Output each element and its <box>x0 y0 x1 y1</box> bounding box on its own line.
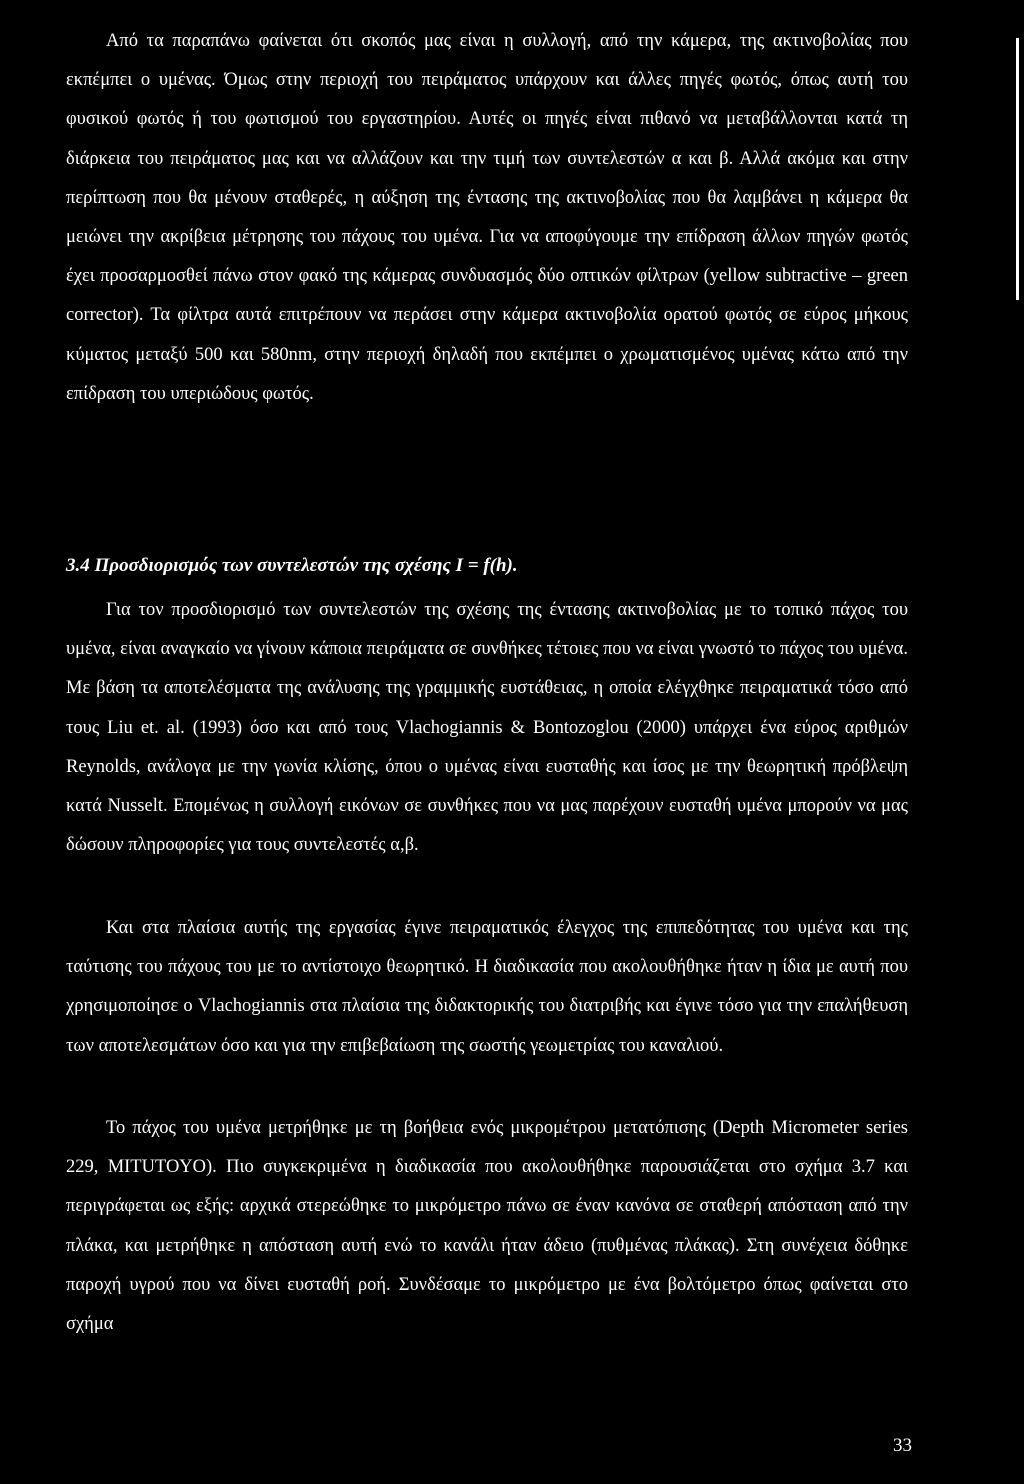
margin-rule <box>1016 38 1019 300</box>
page-number: 33 <box>893 1435 912 1456</box>
section-heading: 3.4 Προσδιορισμός των συντελεστών της σχέσης I = f(h). <box>66 555 518 576</box>
paragraph-validation: Και στα πλαίσια αυτής της εργασίας έγινε πειραματικός έλεγχος της επιπεδότητας του υμένα και της ταύτισης του πάχους του με το αντίστοιχο θεωρητικό. Η διαδικασία που ακολουθήθηκε ήταν η ίδια με αυτή που χρησιμοποίησε ο Vlachogiannis στα πλαίσια της διδακτορικής του διατριβής και έγινε τόσο για την επαλήθευση των αποτελεσμάτων όσο και για την επιβεβαίωση της σωστής γεωμετρίας του καναλιού. <box>66 918 908 1056</box>
paragraph-coefficients: Για τον προσδιορισμό των συντελεστών της σχέσης της έντασης ακτινοβολίας με το τοπικό πάχος του υμένα, είναι αναγκαίο να γίνουν κάποια πειράματα σε συνθήκες τέτοιες που να είναι γνωστό το πάχος του υμένα. Με βάση τα αποτελέσματα της ανάλυσης της γραμμικής ευστάθειας, η οποία ελέγχθηκε πειραματικά τόσο από τους Liu et. al. (1993) όσο και από τους Vlachogiannis & Bontozoglou (2000) υπάρχει ένα εύρος αριθμών Reynolds, ανάλογα με την γωνία κλίσης, όπου ο υμένας είναι ευσταθής και ίσος με την θεωρητική πρόβλεψη κατά Nusselt. Επομένως η συλλογή εικόνων σε συνθήκες που να μας παρέχουν ευσταθή υμένα μπορούν να μας δώσουν πληροφορίες για τους συντελεστές α,β. <box>66 600 908 856</box>
paragraph-filters: Από τα παραπάνω φαίνεται ότι σκοπός μας είναι η συλλογή, από την κάμερα, της ακτινοβολίας που εκπέμπει ο υμένας. Όμως στην περιοχή του πειράματος υπάρχουν και άλλες πηγές φωτός, όπως αυτή του φυσικού φωτός ή του φωτισμού του εργαστηρίου. Αυτές οι πηγές είναι πιθανό να μεταβάλλονται κατά τη διάρκεια του πειράματος μας και να αλλάζουν και την τιμή των συντελεστών α και β. Αλλά ακόμα και στην περίπτωση που θα μένουν σταθερές, η αύξηση της έντασης της ακτινοβολίας που θα λαμβάνει η κάμερα θα μειώνει την ακρίβεια μέτρησης του πάχους του υμένα. Για να αποφύγουμε την επίδραση άλλων πηγών φωτός έχει προσαρμοσθεί πάνω στον φακό της κάμερας συνδυασμός δύο οπτικών φίλτρων (yellow subtractive – green corrector). Τα φίλτρα αυτά επιτρέπουν να περάσει στην κάμερα ακτινοβολία ορατού φωτός σε εύρος μήκους κύματος μεταξύ 500 και 580nm, στην περιοχή δηλαδή που εκπέμπει ο χρωματισμένος υμένας κάτω από την επίδραση του υπεριώδους φωτός. <box>66 31 908 404</box>
paragraph-micrometer: Το πάχος του υμένα μετρήθηκε με τη βοήθεια ενός μικρομέτρου μετατόπισης (Depth Micrometer series 229, MITUTOYO). Πιο συγκεκριμένα η διαδικασία που ακολουθήθηκε παρουσιάζεται στο σχήμα 3.7 και περιγράφεται ως εξής: αρχικά στερεώθηκε το μικρόμετρο πάνω σε έναν κανόνα σε σταθερή απόσταση από την πλάκα, και μετρήθηκε η απόσταση αυτή ενώ το κανάλι ήταν άδειο (πυθμένας πλάκας). Στη συνέχεια δόθηκε παροχή υγρού που να δίνει ευσταθή ροή. Συνδέσαμε το μικρόμετρο με ένα βολτόμετρο όπως φαίνεται στο σχήμα <box>66 1118 908 1335</box>
